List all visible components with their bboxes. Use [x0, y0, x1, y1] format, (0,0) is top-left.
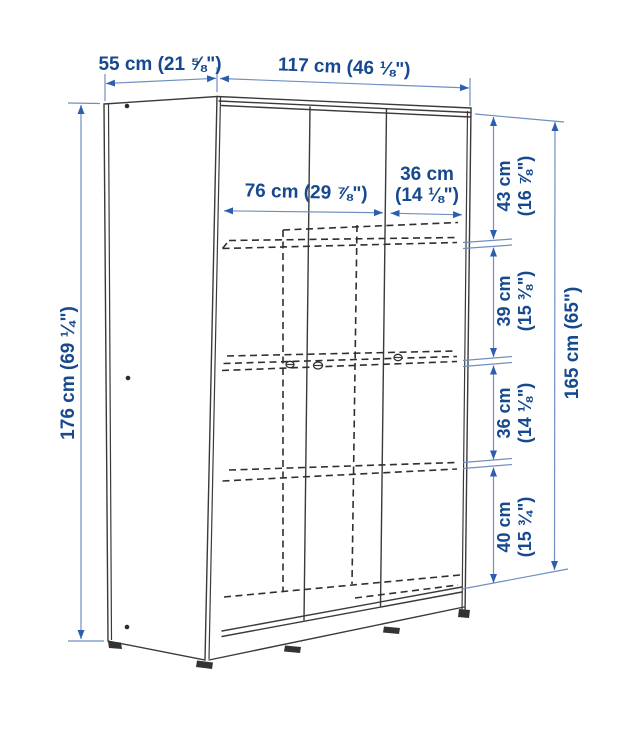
dim-height — [58, 103, 104, 641]
cabinet-top-rail — [217, 97, 471, 118]
left-side-panel — [104, 97, 221, 661]
dimension-label-height: 176 cm (69 ¼") — [58, 306, 79, 440]
dimension-label-section1-metric: 43 cm — [494, 160, 514, 212]
interior-hidden-lines — [222, 223, 460, 599]
dimension-label-section2-metric: 39 cm — [494, 275, 514, 327]
dim-right-sections — [462, 114, 568, 589]
dim-interior-left-width — [224, 180, 383, 212]
dimension-label-interior-left-width: 76 cm (29 ⅞") — [244, 180, 368, 205]
dimension-label-interior-right-width-imperial: (14 ⅛") — [395, 185, 459, 206]
dimension-label-section3-imperial: (14 ⅛") — [515, 382, 535, 444]
dimension-label-interior-height: 165 cm (65") — [562, 286, 583, 400]
dimension-label-section3-metric: 36 cm — [494, 387, 514, 439]
dimension-label-section2-imperial: (15 ⅜") — [515, 270, 535, 332]
dim-depth — [98, 54, 221, 101]
dim-interior-right-width — [391, 164, 463, 215]
dimension-label-depth: 55 cm (21 ⅝") — [98, 54, 222, 75]
dim-interior-height — [555, 122, 584, 570]
dimension-label-section1-imperial: (16 ⅞") — [515, 155, 535, 217]
dimension-label-width: 117 cm (46 ⅛") — [277, 54, 411, 81]
dimension-label-section4-metric: 40 cm — [494, 501, 514, 553]
dimension-label-interior-right-width-metric: 36 cm — [400, 164, 454, 185]
dimension-label-section4-imperial: (15 ¾") — [515, 496, 535, 558]
cabinet-base — [209, 587, 464, 660]
